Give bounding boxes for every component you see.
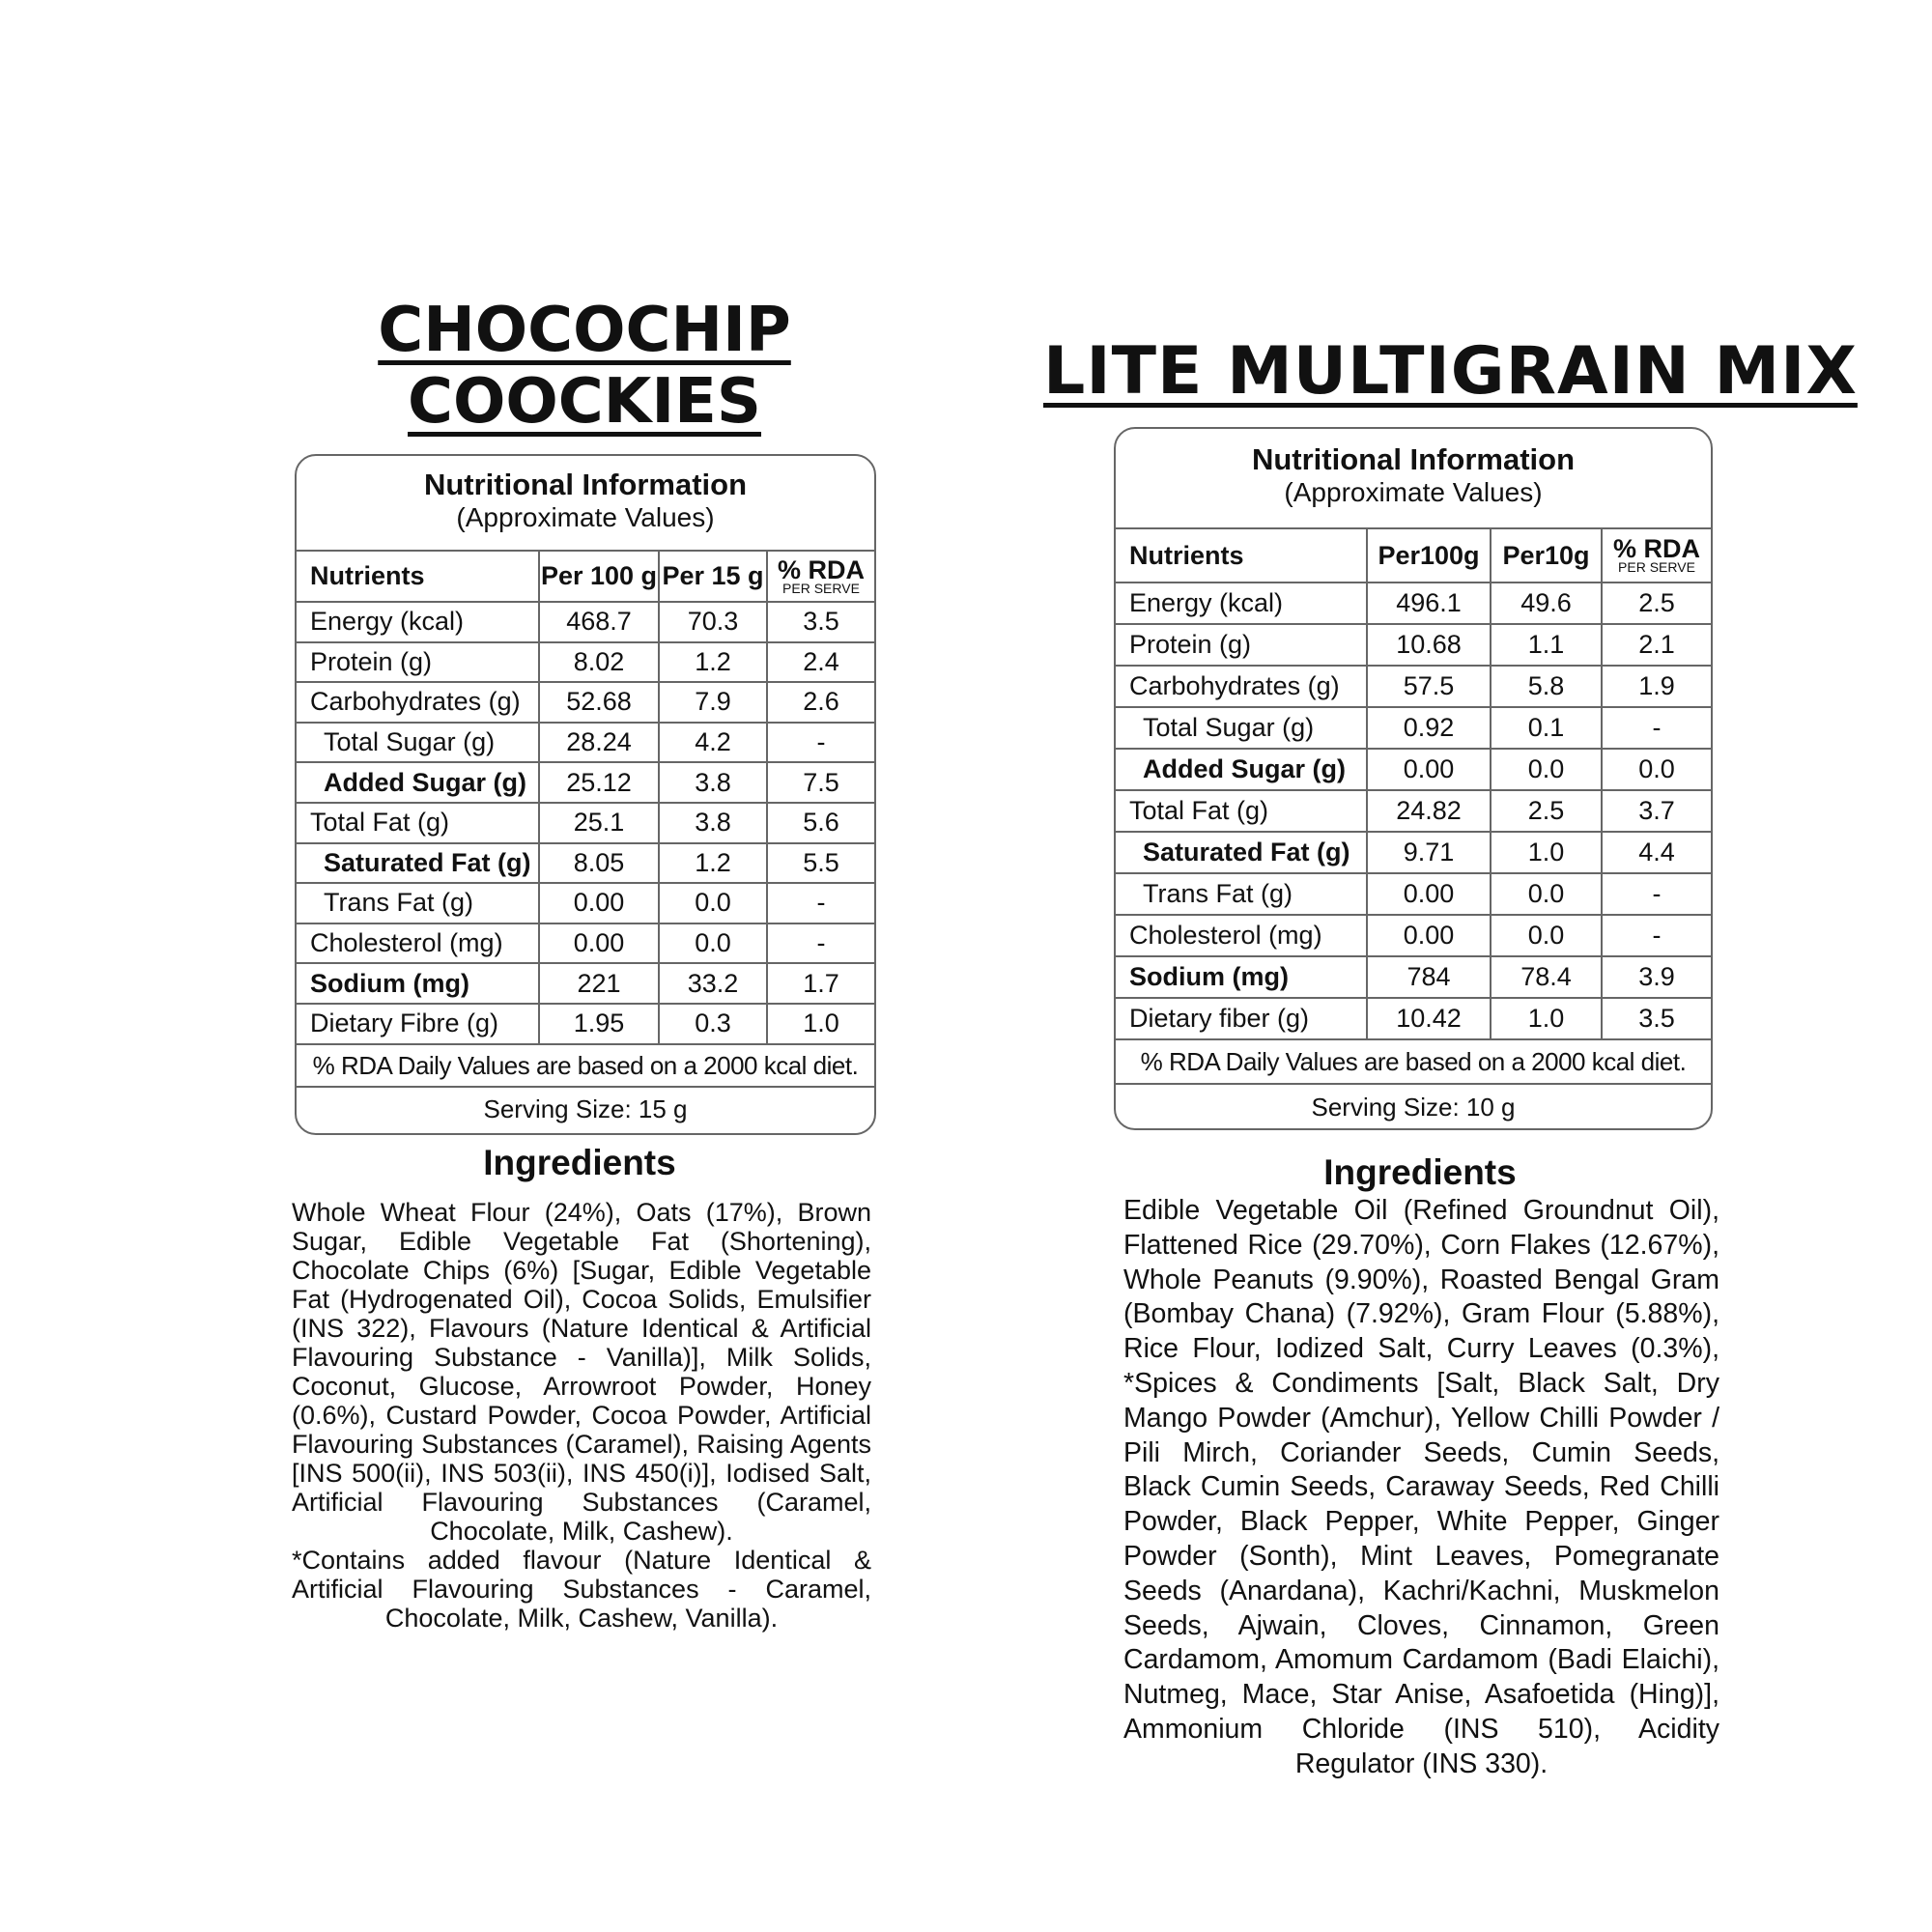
ingredients-text <box>1123 1194 1719 1782</box>
nutrient-name: Total Sugar (g) <box>297 723 539 763</box>
value-perserve: 0.3 <box>659 1004 767 1044</box>
nutrient-name: Dietary fiber (g) <box>1116 998 1367 1039</box>
table-row <box>297 682 874 723</box>
nutrient-name: Trans Fat (g) <box>297 883 539 923</box>
value-per100: 0.00 <box>1367 749 1491 790</box>
value-perserve: 4.2 <box>659 723 767 763</box>
nutrient-name: Sodium (mg) <box>1116 956 1367 998</box>
value-rda: 2.6 <box>767 682 874 723</box>
nutrient-name: Dietary Fibre (g) <box>297 1004 539 1044</box>
nutrient-name: Protein (g) <box>1116 624 1367 666</box>
value-perserve: 3.8 <box>659 762 767 803</box>
nutrition-heading: Nutritional Information <box>423 468 748 501</box>
value-perserve: 5.8 <box>1491 666 1602 707</box>
table-row <box>1116 832 1711 873</box>
value-rda: 3.5 <box>767 602 874 642</box>
value-perserve: 0.0 <box>1491 873 1602 915</box>
column-header-perserve: Per10g <box>1491 529 1602 582</box>
value-rda: 0.0 <box>1602 749 1711 790</box>
nutrient-name: Protein (g) <box>297 642 539 683</box>
product-title-line1: LITE MULTIGRAIN MIX <box>1043 333 1858 410</box>
table-row <box>1116 624 1711 666</box>
rda-label: % RDA <box>1612 534 1700 563</box>
table-row <box>1116 666 1711 707</box>
value-per100: 8.02 <box>539 642 659 683</box>
product-panel-multigrain <box>966 0 1932 1932</box>
nutrient-name: Total Fat (g) <box>297 803 539 843</box>
table-row <box>1116 749 1711 790</box>
value-perserve: 49.6 <box>1491 582 1602 624</box>
rda-sublabel: PER SERVE <box>1618 559 1695 575</box>
value-perserve: 0.0 <box>1491 915 1602 956</box>
table-row <box>1116 582 1711 624</box>
column-header-nutrients: Nutrients <box>297 552 539 602</box>
value-per100: 784 <box>1367 956 1491 998</box>
value-rda: 3.5 <box>1602 998 1711 1039</box>
nutrient-name: Cholesterol (mg) <box>297 923 539 964</box>
table-row <box>1116 873 1711 915</box>
value-rda: 2.5 <box>1602 582 1711 624</box>
value-per100: 468.7 <box>539 602 659 642</box>
value-rda: - <box>1602 915 1711 956</box>
product-title <box>1043 333 1858 411</box>
nutrient-name: Saturated Fat (g) <box>1116 832 1367 873</box>
value-perserve: 0.0 <box>1491 749 1602 790</box>
value-rda: 1.0 <box>767 1004 874 1044</box>
column-header-per100: Per 100 g <box>539 552 659 602</box>
column-header-perserve: Per 15 g <box>659 552 767 602</box>
ingredients-list: Whole Wheat Flour (24%), Oats (17%), Brown Sugar, Edible Vegetable Fat (Shortening), Chocolate Chips (6%) [Sugar, Edible Vegetable Fat (Hydrogenated Oil), Cocoa Solids, Emulsifier (INS 322), Flavours (Nature Identical & Artificial Flavouring Substance - Vanilla)], Milk Solids, Coconut, Glucose, Arrowroot Powder, Honey (0.6%), Custard Powder, Cocoa Powder, Artificial Flavouring Substances (Caramel), Raising Agents [INS 500(ii), INS 503(ii), INS 450(i)], Iodised Salt, Artificial Flavouring Substances (Caramel, Chocolate, Milk, Cashew). <box>292 1198 871 1546</box>
value-rda: - <box>1602 873 1711 915</box>
value-rda: 1.7 <box>767 963 874 1004</box>
value-per100: 57.5 <box>1367 666 1491 707</box>
nutrition-header <box>1116 429 1711 529</box>
column-header-rda <box>767 552 874 602</box>
nutrient-name: Carbohydrates (g) <box>1116 666 1367 707</box>
value-per100: 10.68 <box>1367 624 1491 666</box>
table-row <box>297 602 874 642</box>
nutrition-table <box>297 552 874 1045</box>
serving-size: Serving Size: 15 g <box>483 1094 688 1123</box>
value-rda: 1.9 <box>1602 666 1711 707</box>
value-perserve: 3.8 <box>659 803 767 843</box>
serving-size: Serving Size: 10 g <box>1311 1093 1516 1122</box>
column-header-rda <box>1602 529 1711 582</box>
nutrient-name: Trans Fat (g) <box>1116 873 1367 915</box>
value-rda: 7.5 <box>767 762 874 803</box>
value-rda: - <box>767 923 874 964</box>
nutrient-name: Carbohydrates (g) <box>297 682 539 723</box>
nutrient-name: Total Sugar (g) <box>1116 707 1367 749</box>
value-perserve: 1.2 <box>659 642 767 683</box>
value-perserve: 70.3 <box>659 602 767 642</box>
ingredients-title: Ingredients <box>483 1143 676 1182</box>
value-per100: 8.05 <box>539 843 659 884</box>
value-rda: 5.6 <box>767 803 874 843</box>
ingredients-text <box>292 1198 871 1633</box>
value-per100: 10.42 <box>1367 998 1491 1039</box>
value-rda: 2.4 <box>767 642 874 683</box>
nutrition-subheading: (Approximate Values) <box>1284 477 1543 507</box>
rda-label: % RDA <box>777 554 865 584</box>
value-perserve: 2.5 <box>1491 790 1602 832</box>
value-per100: 0.00 <box>539 923 659 964</box>
value-rda: 5.5 <box>767 843 874 884</box>
value-perserve: 1.0 <box>1491 832 1602 873</box>
value-perserve: 33.2 <box>659 963 767 1004</box>
nutrient-name: Saturated Fat (g) <box>297 843 539 884</box>
value-rda: 3.9 <box>1602 956 1711 998</box>
value-rda: - <box>767 883 874 923</box>
nutrient-name: Sodium (mg) <box>297 963 539 1004</box>
table-row <box>1116 915 1711 956</box>
table-header-row <box>297 552 874 602</box>
value-perserve: 1.1 <box>1491 624 1602 666</box>
table-row <box>1116 998 1711 1039</box>
value-per100: 0.92 <box>1367 707 1491 749</box>
value-rda: 3.7 <box>1602 790 1711 832</box>
value-rda: - <box>1602 707 1711 749</box>
nutrition-panel <box>295 454 876 1135</box>
value-perserve: 1.0 <box>1491 998 1602 1039</box>
table-row <box>297 642 874 683</box>
nutrition-subheading: (Approximate Values) <box>456 502 715 532</box>
ingredients-title: Ingredients <box>1323 1152 1517 1192</box>
value-per100: 0.00 <box>1367 915 1491 956</box>
value-per100: 28.24 <box>539 723 659 763</box>
product-title <box>290 295 879 438</box>
table-row <box>297 963 874 1004</box>
value-per100: 9.71 <box>1367 832 1491 873</box>
value-per100: 221 <box>539 963 659 1004</box>
value-perserve: 0.0 <box>659 923 767 964</box>
value-rda: - <box>767 723 874 763</box>
table-row <box>297 883 874 923</box>
ingredients-flavour-note: *Contains added flavour (Nature Identical & Artificial Flavouring Substances - Caramel, Chocolate, Milk, Cashew, Vanilla). <box>292 1546 871 1633</box>
value-perserve: 1.2 <box>659 843 767 884</box>
nutrient-name: Cholesterol (mg) <box>1116 915 1367 956</box>
value-perserve: 7.9 <box>659 682 767 723</box>
nutrition-panel <box>1114 427 1713 1130</box>
column-header-per100: Per100g <box>1367 529 1491 582</box>
table-row <box>297 803 874 843</box>
table-row <box>1116 707 1711 749</box>
nutrient-name: Energy (kcal) <box>1116 582 1367 624</box>
value-per100: 24.82 <box>1367 790 1491 832</box>
value-per100: 0.00 <box>1367 873 1491 915</box>
table-row <box>297 762 874 803</box>
product-title-line1: CHOCOCHIP <box>378 295 791 366</box>
table-row <box>297 723 874 763</box>
value-per100: 25.1 <box>539 803 659 843</box>
nutrition-heading: Nutritional Information <box>1251 442 1576 476</box>
nutrient-name: Total Fat (g) <box>1116 790 1367 832</box>
table-row <box>1116 956 1711 998</box>
column-header-nutrients: Nutrients <box>1116 529 1367 582</box>
value-per100: 1.95 <box>539 1004 659 1044</box>
table-row <box>1116 790 1711 832</box>
value-rda: 2.1 <box>1602 624 1711 666</box>
value-perserve: 0.0 <box>659 883 767 923</box>
value-perserve: 0.1 <box>1491 707 1602 749</box>
nutrient-name: Energy (kcal) <box>297 602 539 642</box>
value-rda: 4.4 <box>1602 832 1711 873</box>
product-title-line2: COOCKIES <box>408 366 761 438</box>
value-per100: 0.00 <box>539 883 659 923</box>
ingredients-list: Edible Vegetable Oil (Refined Groundnut Oil), Flattened Rice (29.70%), Corn Flakes (12.67%), Whole Peanuts (9.90%), Roasted Bengal Gram (Bombay Chana) (7.92%), Gram Flour (5.88%), Rice Flour, Iodized Salt, Curry Leaves (0.3%), *Spices & Condiments [Salt, Black Salt, Dry Mango Powder (Amchur), Yellow Chilli Powder / Pili Mirch, Coriander Seeds, Cumin Seeds, Black Cumin Seeds, Caraway Seeds, Red Chilli Powder, Black Pepper, White Pepper, Ginger Powder (Sonth), Mint Leaves, Pomegranate Seeds (Anardana), Kachri/Kachni, Muskmelon Seeds, Ajwain, Cloves, Cinnamon, Green Cardamom, Amomum Cardamom (Badi Elaichi), Nutmeg, Mace, Star Anise, Asafoetida (Hing)], Ammonium Chloride (INS 510), Acidity Regulator (INS 330). <box>1123 1195 1719 1779</box>
nutrition-header <box>297 456 874 552</box>
value-per100: 496.1 <box>1367 582 1491 624</box>
table-header-row <box>1116 529 1711 582</box>
nutrition-table <box>1116 529 1711 1040</box>
table-row <box>297 923 874 964</box>
value-per100: 25.12 <box>539 762 659 803</box>
value-per100: 52.68 <box>539 682 659 723</box>
nutrient-name: Added Sugar (g) <box>297 762 539 803</box>
table-row <box>297 1004 874 1044</box>
rda-note: % RDA Daily Values are based on a 2000 kcal diet. <box>1116 1040 1711 1085</box>
rda-note: % RDA Daily Values are based on a 2000 kcal diet. <box>297 1045 874 1088</box>
value-perserve: 78.4 <box>1491 956 1602 998</box>
table-row <box>297 843 874 884</box>
nutrient-name: Added Sugar (g) <box>1116 749 1367 790</box>
rda-sublabel: PER SERVE <box>782 580 860 596</box>
